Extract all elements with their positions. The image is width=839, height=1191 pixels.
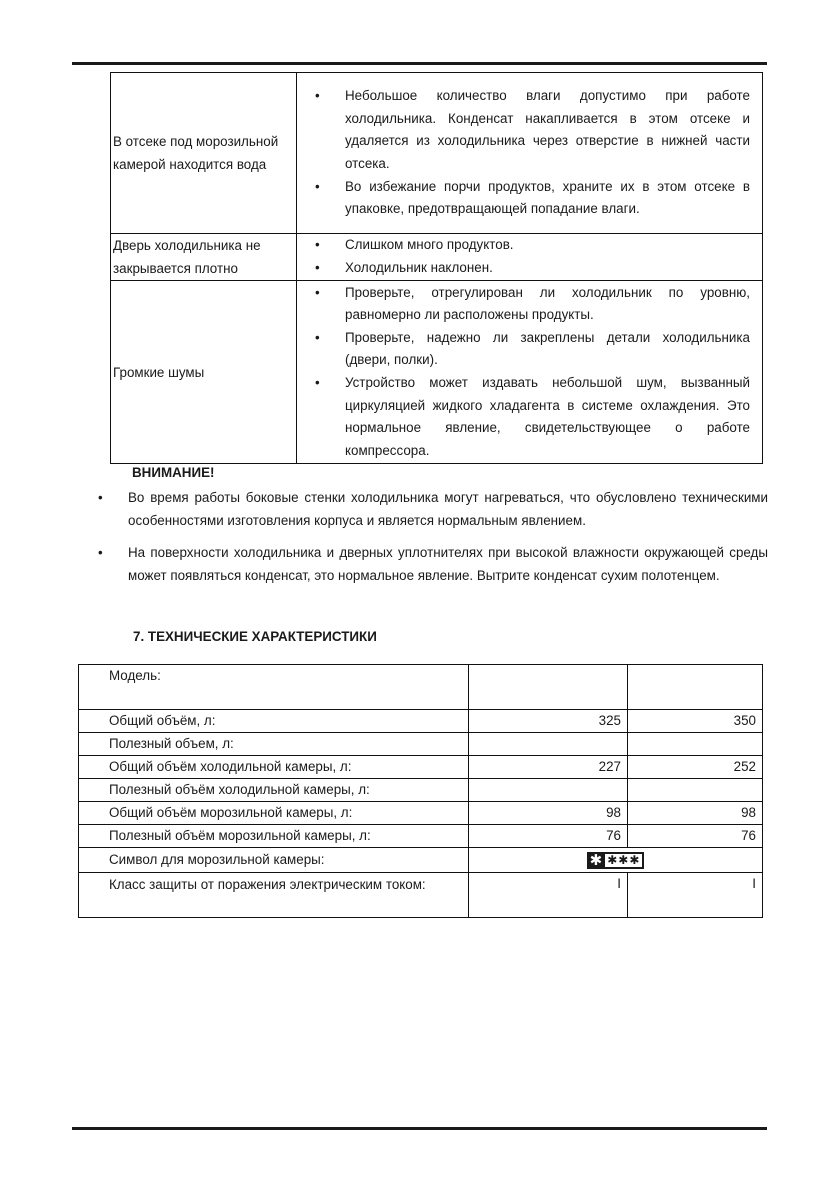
spec-label: Класс защиты от поражения электрическим током: [79, 873, 469, 918]
spec-value [469, 779, 628, 802]
bullet-icon: • [98, 544, 103, 560]
bullet-icon: • [315, 375, 320, 390]
table-row [79, 756, 763, 779]
bullet-icon: • [315, 178, 320, 194]
list-item: • Во избежание порчи продуктов, храните их в этом отсеке в упаковке, предотвращающей попадание влаги. [297, 176, 750, 221]
four-star-freezer-icon: ✱ ✱✱✱ [587, 852, 645, 869]
spec-label: Полезный объём холодильной камеры, л: [79, 779, 469, 802]
spec-label: Общий объём, л: [79, 710, 469, 733]
spec-label: Модель: [79, 665, 469, 710]
table-row [79, 873, 763, 918]
troubleshooting-table [110, 72, 763, 464]
bullet-icon: • [315, 237, 320, 253]
bullet-icon: • [98, 490, 103, 505]
spec-value [628, 779, 763, 802]
table-row [79, 848, 763, 873]
spec-value [469, 665, 628, 710]
spec-value [628, 665, 763, 710]
list-item: • Холодильник наклонен. [297, 257, 750, 280]
list-item: • Проверьте, отрегулирован ли холодильник по уровню, равномерно ли расположены продукты. [297, 282, 750, 327]
bullet-icon: • [315, 88, 320, 104]
spec-value: 325 [469, 710, 628, 733]
spec-value: 98 [628, 802, 763, 825]
list-item: • Слишком много продуктов. [297, 234, 750, 257]
solution-cell [297, 73, 763, 234]
header-rule [72, 62, 767, 65]
table-row [111, 73, 763, 234]
table-row [79, 802, 763, 825]
spec-value: 76 [628, 825, 763, 848]
bullet-icon: • [315, 284, 320, 300]
list-item: • Во время работы боковые стенки холодильника могут нагреваться, что обусловлено техническими особенностями изготовления корпуса и является нормальным явлением. [96, 486, 768, 533]
table-row [79, 825, 763, 848]
footer-rule [72, 1127, 767, 1130]
spec-value [628, 733, 763, 756]
spec-label: Полезный объём морозильной камеры, л: [79, 825, 469, 848]
table-row [79, 710, 763, 733]
table-row [79, 779, 763, 802]
spec-label: Общий объём холодильной камеры, л: [79, 756, 469, 779]
spec-value: 76 [469, 825, 628, 848]
list-item: • Проверьте, надежно ли закреплены детали холодильника (двери, полки). [297, 327, 750, 372]
warning-title: ВНИМАНИЕ! [132, 465, 215, 480]
spec-value: 252 [628, 756, 763, 779]
spec-value: 227 [469, 756, 628, 779]
spec-value: 350 [628, 710, 763, 733]
spec-label: Полезный объем, л: [79, 733, 469, 756]
specs-table [78, 664, 763, 918]
bullet-icon: • [315, 260, 320, 275]
spec-label: Символ для морозильной камеры: [79, 848, 469, 873]
table-row [111, 234, 763, 281]
section-title: 7. ТЕХНИЧЕСКИЕ ХАРАКТЕРИСТИКИ [133, 629, 377, 644]
solution-cell [297, 234, 763, 281]
bullet-icon: • [315, 329, 320, 345]
problem-cell: Дверь холодильника не закрывается плотно [111, 234, 297, 281]
table-row [79, 665, 763, 710]
spec-value: 98 [469, 802, 628, 825]
list-item: • Устройство может издавать небольшой шум, вызванный циркуляцией жидкого хладагента в системе охлаждения. Это нормальное явление, свидетельствующее о работе компрессора. [297, 372, 750, 462]
table-row [111, 281, 763, 464]
list-item: • Небольшое количество влаги допустимо при работе холодильника. Конденсат накапливается в этом отсеке и удаляется из холодильника через отверстие в нижней части отсека. [297, 85, 750, 175]
spec-value: I [628, 873, 763, 918]
spec-label: Общий объём морозильной камеры, л: [79, 802, 469, 825]
list-item: • На поверхности холодильника и дверных уплотнителях при высокой влажности окружающей среды может появляться конденсат, это нормальное явление. Вытрите конденсат сухим полотенцем. [96, 541, 768, 588]
warning-list [96, 486, 768, 595]
solution-cell [297, 281, 763, 464]
spec-value [469, 848, 763, 873]
problem-cell: Громкие шумы [111, 281, 297, 464]
spec-value [469, 733, 628, 756]
table-row [79, 733, 763, 756]
spec-value: I [469, 873, 628, 918]
problem-cell: В отсеке под морозильной камерой находится вода [111, 73, 297, 234]
